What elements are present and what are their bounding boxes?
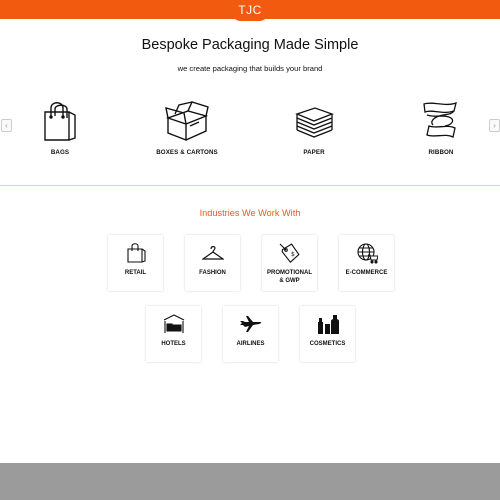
paper-stack-icon bbox=[293, 100, 335, 142]
globe-cart-icon bbox=[356, 242, 378, 264]
cosmetics-icon bbox=[316, 313, 340, 335]
industry-label: COSMETICS bbox=[309, 341, 346, 347]
page-subtitle: we create packaging that builds your brand bbox=[177, 64, 323, 73]
category-boxes-cartons[interactable] bbox=[137, 100, 237, 156]
industry-card-retail[interactable] bbox=[108, 235, 163, 291]
industry-label: HOTELS bbox=[161, 341, 186, 347]
shopping-bag-icon bbox=[40, 100, 80, 142]
category-label: RIBBON bbox=[428, 149, 454, 156]
chevron-right-icon: › bbox=[493, 121, 496, 130]
industry-label: RETAIL bbox=[124, 270, 147, 276]
section-divider bbox=[0, 185, 500, 186]
chevron-left-icon: ‹ bbox=[5, 121, 8, 130]
industry-label: FASHION bbox=[199, 270, 226, 276]
category-label: BOXES & CARTONS bbox=[156, 149, 218, 156]
industry-label: PROMOTIONAL & GWP bbox=[267, 270, 312, 284]
industry-card-ecommerce[interactable] bbox=[339, 235, 394, 291]
industry-card-promotional[interactable] bbox=[262, 235, 317, 291]
site-logo[interactable]: TJC bbox=[231, 0, 269, 21]
ribbon-icon bbox=[421, 100, 461, 142]
svg-text:$: $ bbox=[290, 251, 295, 258]
category-bags[interactable] bbox=[10, 100, 110, 156]
category-paper[interactable] bbox=[264, 100, 364, 156]
price-tag-icon bbox=[279, 242, 301, 264]
industry-card-fashion[interactable] bbox=[185, 235, 240, 291]
page-title: Bespoke Packaging Made Simple bbox=[141, 37, 359, 53]
category-ribbon[interactable] bbox=[391, 100, 491, 156]
hotel-bed-icon bbox=[162, 313, 186, 335]
industry-card-hotels[interactable] bbox=[146, 306, 201, 362]
box-icon bbox=[164, 100, 210, 142]
hanger-icon bbox=[202, 242, 224, 264]
airplane-icon bbox=[239, 313, 263, 335]
category-label: PAPER bbox=[303, 149, 325, 156]
industry-label: E-COMMERCE bbox=[345, 270, 388, 276]
industries-title: Industries We Work With bbox=[199, 208, 301, 218]
shopping-bag-icon bbox=[125, 242, 147, 264]
industry-card-airlines[interactable] bbox=[223, 306, 278, 362]
category-label: BAGS bbox=[50, 149, 70, 156]
footer bbox=[0, 463, 500, 500]
industry-card-cosmetics[interactable] bbox=[300, 306, 355, 362]
industry-label: AIRLINES bbox=[236, 341, 265, 347]
